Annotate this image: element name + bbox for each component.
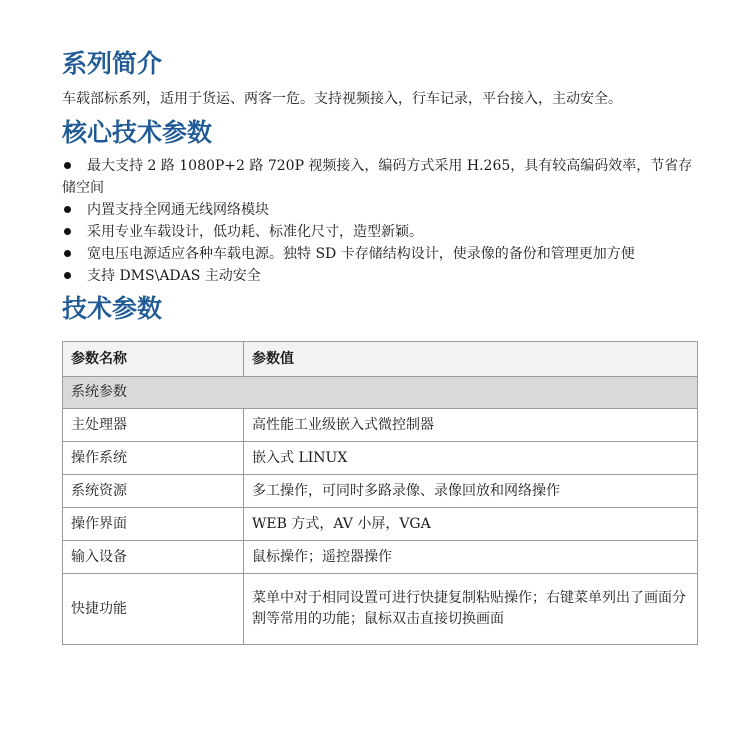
table-row (63, 475, 698, 508)
group-label: 系统参数 (63, 377, 698, 409)
param-name: 操作界面 (63, 508, 244, 541)
feature-item: 支持 DMS\ADAS 主动安全 (62, 265, 698, 287)
bullet-icon (64, 162, 71, 169)
feature-item: 内置支持全网通无线网络模块 (62, 199, 698, 221)
intro-text: 车载部标系列，适用于货运、两客一危。支持视频接入，行车记录，平台接入，主动安全。 (62, 91, 622, 107)
param-value: 多工操作，可同时多路录像、录像回放和网络操作 (244, 475, 698, 508)
param-value: WEB 方式，AV 小屏，VGA (244, 508, 698, 541)
feature-item: 采用专业车载设计，低功耗、标准化尺寸，造型新颖。 (62, 221, 698, 243)
param-name: 快捷功能 (63, 574, 244, 645)
feature-item: 宽电压电源适应各种车载电源。独特 SD 卡存储结构设计，使录像的备份和管理更加方便 (62, 243, 698, 265)
document-page (62, 46, 698, 645)
param-value: 鼠标操作；遥控器操作 (244, 541, 698, 574)
table-header (63, 342, 698, 377)
table-row (63, 508, 698, 541)
bullet-icon (64, 206, 71, 213)
param-name: 系统资源 (63, 475, 244, 508)
param-value: 高性能工业级嵌入式微控制器 (244, 409, 698, 442)
features-heading: 核心技术参数 (62, 118, 213, 147)
bullet-icon (64, 228, 71, 235)
feature-list (62, 155, 698, 287)
specs-heading: 技术参数 (62, 294, 163, 323)
bullet-icon (64, 272, 71, 279)
header-name: 参数名称 (63, 342, 244, 377)
table-row (63, 442, 698, 475)
param-name: 操作系统 (63, 442, 244, 475)
table-row (63, 574, 698, 645)
intro-heading: 系列简介 (62, 49, 163, 78)
param-name: 主处理器 (63, 409, 244, 442)
table-row (63, 541, 698, 574)
param-name: 输入设备 (63, 541, 244, 574)
table-group-row (63, 377, 698, 409)
bullet-icon (64, 250, 71, 257)
table-row (63, 409, 698, 442)
param-value: 嵌入式 LINUX (244, 442, 698, 475)
feature-item: 最大支持 2 路 1080P+2 路 720P 视频接入，编码方式采用 H.265，具有较高编码效率，节省存储空间 (62, 158, 693, 196)
specs-table (62, 341, 698, 645)
header-value: 参数值 (244, 342, 698, 377)
param-value: 菜单中对于相同设置可进行快捷复制粘贴操作；右键菜单列出了画面分割等常用的功能；鼠标双击直接切换画面 (244, 574, 698, 645)
